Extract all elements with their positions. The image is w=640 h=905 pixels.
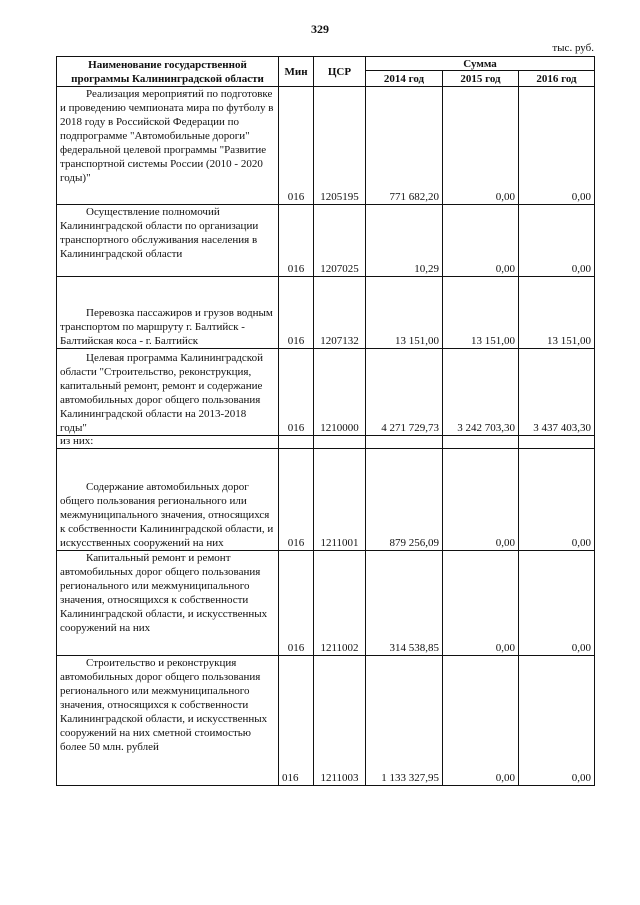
row-2016: 0,00: [519, 449, 595, 551]
row-name: Строительство и реконструкция автомобильных дорог общего пользования регионального или межмуниципального значения, относящихся к собственности Калининградской области, и искусственных сооружений на них сметной стоимостью более 50 млн. рублей: [57, 656, 279, 786]
row-2015: 3 242 703,30: [443, 349, 519, 436]
row-2016: [519, 436, 595, 449]
row-2016: 13 151,00: [519, 277, 595, 349]
row-ministry: 016: [279, 277, 314, 349]
header-year-2014: 2014 год: [366, 71, 443, 87]
row-ministry: 016: [279, 656, 314, 786]
table-row: [57, 87, 595, 205]
row-name: Капитальный ремонт и ремонт автомобильных дорог общего пользования регионального или межмуниципального значения, относящихся к собственности Калининградской области, и искусственных сооружений на них: [57, 551, 279, 656]
row-2015: 0,00: [443, 205, 519, 277]
row-2014: 314 538,85: [366, 551, 443, 656]
row-2016: 0,00: [519, 551, 595, 656]
header-year-2016: 2016 год: [519, 71, 595, 87]
row-ministry: 016: [279, 349, 314, 436]
page-number: 329: [311, 22, 329, 36]
row-2014: 771 682,20: [366, 87, 443, 205]
row-2016: 0,00: [519, 205, 595, 277]
row-csr: 1207132: [314, 277, 366, 349]
row-2014: 879 256,09: [366, 449, 443, 551]
row-csr: 1205195: [314, 87, 366, 205]
row-csr: 1211002: [314, 551, 366, 656]
row-2015: 0,00: [443, 87, 519, 205]
row-2014: [366, 436, 443, 449]
table-header: [57, 57, 595, 87]
row-csr: [314, 436, 366, 449]
row-name: Реализация мероприятий по подготовке и проведению чемпионата мира по футболу в 2018 году в Российской Федерации по подпрограмме "Автомобильные дороги" федеральной целевой программы "Развитие транспортной системы России (2010 - 2020 годы)": [57, 87, 279, 205]
row-2015: 0,00: [443, 449, 519, 551]
header-name: Наименование государственной программы Калининградской области: [57, 57, 279, 87]
row-csr: 1211003: [314, 656, 366, 786]
row-2015: [443, 436, 519, 449]
row-2015: 0,00: [443, 656, 519, 786]
row-2016: 0,00: [519, 87, 595, 205]
row-2015: 0,00: [443, 551, 519, 656]
row-name: Перевозка пассажиров и грузов водным транспортом по маршруту г. Балтийск - Балтийская коса - г. Балтийск: [57, 277, 279, 349]
row-2014: 10,29: [366, 205, 443, 277]
table-row: [57, 205, 595, 277]
row-ministry: 016: [279, 87, 314, 205]
row-2016: 0,00: [519, 656, 595, 786]
budget-table: [56, 56, 595, 786]
table-row: [57, 656, 595, 786]
row-ministry: 016: [279, 551, 314, 656]
table-row: [57, 449, 595, 551]
header-csr: ЦСР: [314, 57, 366, 87]
header-year-2015: 2015 год: [443, 71, 519, 87]
row-name: Целевая программа Калининградской области "Строительство, реконструкция, капитальный ремонт, ремонт и содержание автомобильных дорог общего пользования Калининградской области на 2013-2018 годы": [57, 349, 279, 436]
header-sum: Сумма: [366, 57, 595, 71]
table-row: [57, 277, 595, 349]
header-ministry: Мин: [279, 57, 314, 87]
row-2016: 3 437 403,30: [519, 349, 595, 436]
row-name: Осуществление полномочий Калининградской области по организации транспортного обслуживания населения в Калининградской области: [57, 205, 279, 277]
row-name: из них:: [57, 436, 279, 449]
row-2014: 4 271 729,73: [366, 349, 443, 436]
units-label: тыс. руб.: [552, 42, 594, 54]
row-ministry: 016: [279, 449, 314, 551]
table-row: [57, 349, 595, 436]
row-csr: 1210000: [314, 349, 366, 436]
row-csr: 1207025: [314, 205, 366, 277]
row-2014: 13 151,00: [366, 277, 443, 349]
table-row: [57, 551, 595, 656]
row-csr: 1211001: [314, 449, 366, 551]
row-ministry: [279, 436, 314, 449]
row-name: Содержание автомобильных дорог общего пользования регионального или межмуниципального значения, относящихся к собственности Калининградской области, и искусственных сооружений на них: [57, 449, 279, 551]
row-2015: 13 151,00: [443, 277, 519, 349]
row-ministry: 016: [279, 205, 314, 277]
row-2014: 1 133 327,95: [366, 656, 443, 786]
table-row: [57, 436, 595, 449]
